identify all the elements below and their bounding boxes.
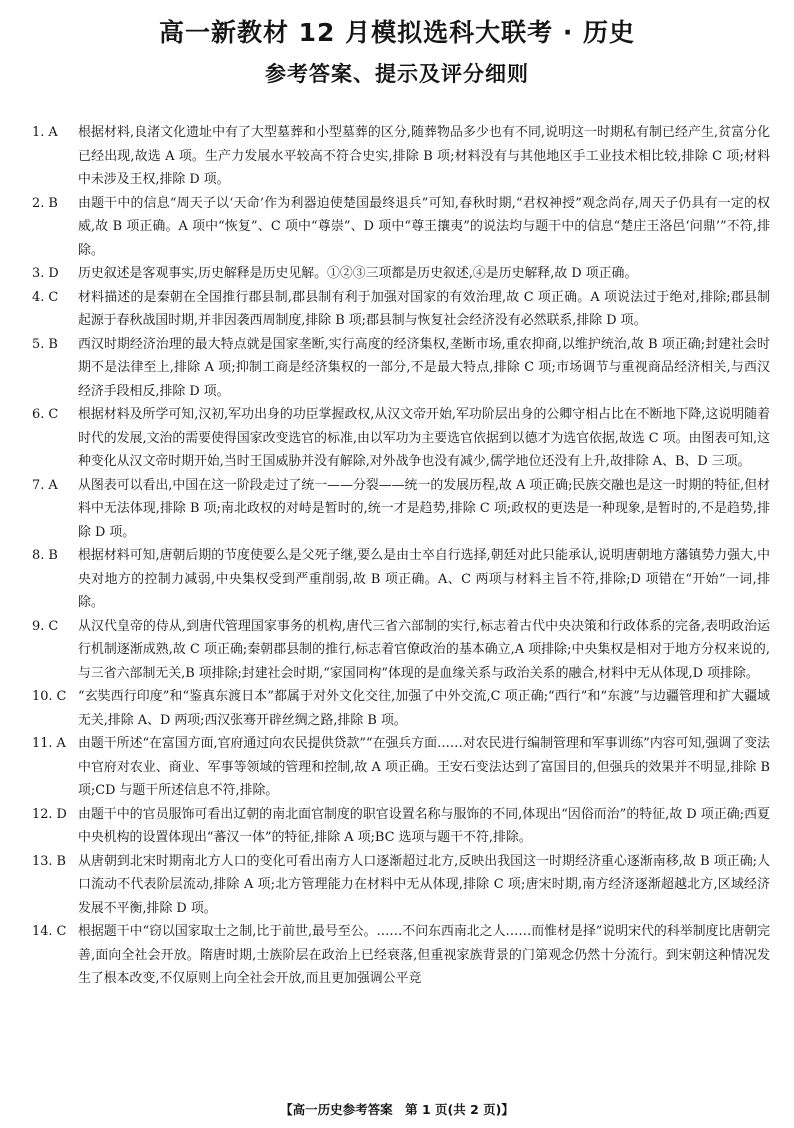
answer-label xyxy=(32,544,78,568)
answer-explanation: 根据题干中“窃以国家取士之制,比于前世,最号至公。……不问东西南北之人……而惟材是择”说明宋代的科举制度比唐朝完善,面向全社会开放。隋唐时期,士族阶层在政治上已经衰落,但重视家族背景的门第观念仍然十分流行。到宋朝这种情况发生了根本改变,不仅原则上向全社会开放,而且更加强调公平竞 xyxy=(78,924,770,986)
page-title: 高一新教材 12 月模拟选科大联考 · 历史 xyxy=(158,18,636,47)
question-number: 6. xyxy=(32,407,45,422)
question-number: 5. xyxy=(32,336,45,352)
question-number: 2. xyxy=(32,195,45,211)
answer-explanation: 根据材料可知,唐朝后期的节度使要么是父死子继,要么是由士卒自行选择,朝廷对此只能承认,说明唐朝地方藩镇势力强大,中央对地方的控制力减弱,中央集权受到严重削弱,故 B 项正确。A、C 两项与材料主旨不符,排除;D 项错在“开始”一词,排除。 xyxy=(78,548,770,610)
answer-item xyxy=(32,732,770,803)
answer-label xyxy=(32,685,78,709)
answer-label xyxy=(32,920,78,944)
question-number: 4. xyxy=(32,289,45,305)
answer-explanation: 材料描述的是秦朝在全国推行郡县制,郡县制有利于加强对国家的有效治理,故 C 项正确。A 项说法过于绝对,排除;郡县制起源于春秋战国时期,并非因袭西周制度,排除 B 项;郡县制与恢复社会经济没有必然联系,排除 D 项。 xyxy=(78,289,770,328)
answer-item xyxy=(32,262,770,286)
answer-item xyxy=(32,803,770,850)
answer-explanation: 从图表可以看出,中国在这一阶段走过了统一——分裂——统一的发展历程,故 A 项正确;民族交融也是这一时期的特征,但材料中无法体现,排除 B 项;南北政权的对峙是暂时的,统一才是趋势,排除 C 项;政权的更迭是一种现象,是暂时的,不是趋势,排除 D 项。 xyxy=(78,477,770,540)
question-number: 8. xyxy=(32,548,45,563)
question-number: 1. xyxy=(32,125,45,140)
answer-label xyxy=(32,286,78,310)
answer-explanation: 由题干中的官员服饰可看出辽朝的南北面官制度的职官设置名称与服饰的不同,体现出“因俗而治”的特征,故 D 项正确;西夏中央机构的设置体现出“蕃汉一体”的特征,排除 A 项;BC 选项与题干不符,排除。 xyxy=(78,806,770,845)
answer-item xyxy=(32,474,770,545)
answer-label xyxy=(32,732,78,756)
answer-label xyxy=(32,333,78,357)
answer-choice: A xyxy=(48,125,58,140)
answer-explanation: 历史叙述是客观事实,历史解释是历史见解。①②③三项都是历史叙述,④是历史解释,故 D 项正确。 xyxy=(78,266,638,281)
answer-explanation: 由题干所述“在富国方面,官府通过向农民提供贷款”“在强兵方面……对农民进行编制管理和军事训练”内容可知,强调了变法中官府对农业、商业、军事等领域的管理和控制,故 A 项正确。王安石变法达到了富国目的,但强兵的效果并不明显,排除 B 项;CD 与题干所述信息不符,排除。 xyxy=(78,736,770,798)
answer-choice: B xyxy=(48,336,58,352)
answer-choice: D xyxy=(48,266,59,281)
answer-item xyxy=(32,920,770,991)
answer-explanation: 从汉代皇帝的侍从,到唐代管理国家事务的机构,唐代三省六部制的实行,标志着古代中央决策和行政体系的完备,表明政治运行机制逐渐成熟,故 C 项正确;秦朝郡县制的推行,标志着官僚政治的基本确立,A 项排除;中央集权是相对于地方分权来说的,与三省六部制无关,B 项排除;封建社会时期,“家国同构”体现的是血缘关系与政治关系的融合,材料中无从体现,D 项排除。 xyxy=(78,618,770,681)
answer-item xyxy=(32,121,770,192)
answer-label xyxy=(32,850,78,874)
answer-choice: C xyxy=(48,618,59,634)
question-number: 9. xyxy=(32,618,45,634)
answer-label xyxy=(32,262,78,286)
answer-choice: C xyxy=(48,407,59,422)
answer-label xyxy=(32,615,78,639)
answer-choice: D xyxy=(56,806,67,822)
answer-item xyxy=(32,685,770,732)
question-number: 11. xyxy=(32,736,53,751)
answer-item xyxy=(32,850,770,921)
page-footer: 【高一历史参考答案 第 1 页(共 2 页)】 xyxy=(280,1102,514,1117)
answer-choice: A xyxy=(48,477,58,493)
answer-label xyxy=(32,192,78,216)
answer-explanation: 根据材料,良渚文化遗址中有了大型墓葬和小型墓葬的区分,随葬物品多少也有不同,说明这一时期私有制已经产生,贫富分化已经出现,故选 A 项。生产力发展水平较高不符合史实,排除 B 项;材料没有与其他地区手工业技术相比较,排除 C 项;材料中未涉及王权,排除 D 项。 xyxy=(78,125,770,187)
question-number: 3. xyxy=(32,266,45,281)
answer-label xyxy=(32,403,78,427)
answer-list xyxy=(32,121,770,991)
answer-explanation: 根据材料及所学可知,汉初,军功出身的功臣掌握政权,从汉文帝开始,军功阶层出身的公卿守相占比在不断地下降,这说明随着时代的发展,文治的需要使得国家改变选官的标准,由以军功为主要选官依据到以德才为选官依据,故选 C 项。由图表可知,这种变化从汉文帝时期开始,当时王国威胁并没有解除,对外战争也没有减少,儒学地位还没有上升,故排除 A、B、D 三项。 xyxy=(78,407,770,469)
answer-item xyxy=(32,403,770,474)
answer-choice: C xyxy=(48,289,59,305)
answer-choice: B xyxy=(48,195,58,211)
answer-label xyxy=(32,803,78,827)
answer-choice: A xyxy=(56,736,66,751)
answer-choice: B xyxy=(48,548,58,563)
answer-choice: C xyxy=(56,924,67,939)
answer-label xyxy=(32,474,78,498)
answer-label xyxy=(32,121,78,145)
answer-choice: B xyxy=(56,853,66,869)
answer-item xyxy=(32,615,770,686)
answer-choice: C xyxy=(56,689,67,704)
question-number: 13. xyxy=(32,853,53,869)
question-number: 12. xyxy=(32,806,53,822)
answer-explanation: 由题干中的信息“周天子以‘天命’作为利器迫使楚国最终退兵”可知,春秋时期,“君权神授”观念尚存,周天子仍具有一定的权威,故 B 项正确。A 项中“恢复”、C 项中“尊崇”、D 项中“尊王攘夷”的说法均与题干中的信息“楚庄王洛邑‘问鼎’”不符,排除。 xyxy=(78,195,770,258)
answer-item xyxy=(32,192,770,263)
answer-item xyxy=(32,286,770,333)
answer-explanation: “玄奘西行印度”和“鉴真东渡日本”都属于对外文化交往,加强了中外交流,C 项正确;“西行”和“东渡”与边疆管理和扩大疆域无关,排除 A、D 两项;西汉张骞开辟丝绸之路,排除 B 项。 xyxy=(78,689,770,728)
answer-item xyxy=(32,544,770,615)
answer-explanation: 西汉时期经济治理的最大特点就是国家垄断,实行高度的经济集权,垄断市场,重农抑商,以维护统治,故 B 项正确;封建社会时期不是法律至上,排除 A 项;抑制工商是经济集权的一部分,不是最大特点,排除 C 项;市场调节与重视商品经济相关,与西汉经济手段相反,排除 D 项。 xyxy=(78,336,770,399)
question-number: 14. xyxy=(32,924,53,939)
answer-item xyxy=(32,333,770,404)
question-number: 7. xyxy=(32,477,45,493)
answer-explanation: 从唐朝到北宋时期南北方人口的变化可看出南方人口逐渐超过北方,反映出我国这一时期经济重心逐渐南移,故 B 项正确;人口流动不代表阶层流动,排除 A 项;北方管理能力在材料中无从体现,排除 C 项;唐宋时期,南方经济逐渐超越北方,区域经济发展不平衡,排除 D 项。 xyxy=(78,853,770,916)
page-subtitle: 参考答案、提示及评分细则 xyxy=(265,62,529,86)
question-number: 10. xyxy=(32,689,53,704)
